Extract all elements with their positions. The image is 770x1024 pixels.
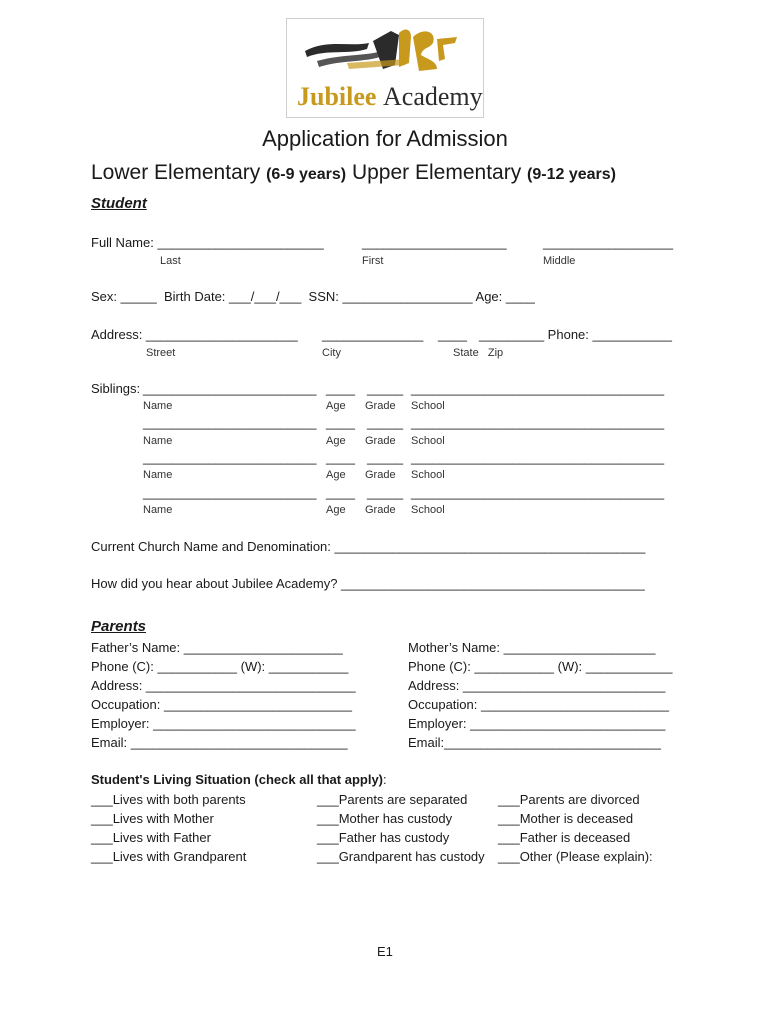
address-city-field[interactable]: ______________ bbox=[322, 327, 424, 342]
father-phone-field[interactable]: Phone (C): ___________ (W): ___________ bbox=[91, 659, 349, 674]
checkbox-other-explain[interactable]: ___Other (Please explain): bbox=[498, 849, 653, 864]
sibling-2-sublabel-grade: Grade bbox=[365, 435, 396, 447]
checkbox-lives-grandparent[interactable]: ___Lives with Grandparent bbox=[91, 849, 247, 864]
sublabel-street: Street bbox=[146, 347, 176, 359]
sublabel-city: City bbox=[322, 347, 341, 359]
sibling-4-sublabel-age: Age bbox=[326, 504, 346, 516]
sibling-2-sublabel-school: School bbox=[411, 435, 445, 447]
jubilee-academy-logo bbox=[286, 18, 484, 118]
checkbox-lives-both-parents[interactable]: ___Lives with both parents bbox=[91, 792, 246, 807]
mother-employer-field[interactable]: Employer: ___________________________ bbox=[408, 716, 666, 731]
sibling-3-school-field[interactable]: ___________________________________ bbox=[411, 450, 665, 465]
checkbox-parents-separated[interactable]: ___Parents are separated bbox=[317, 792, 468, 807]
sublabel-middle: Middle bbox=[543, 255, 576, 267]
sibling-2-grade-field[interactable]: _____ bbox=[367, 415, 404, 430]
checkbox-parents-divorced[interactable]: ___Parents are divorced bbox=[498, 792, 640, 807]
logo-text-academy: Academy bbox=[383, 82, 483, 111]
sibling-1-age-field[interactable]: ____ bbox=[326, 381, 355, 396]
father-employer-field[interactable]: Employer: ____________________________ bbox=[91, 716, 356, 731]
sibling-1-school-field[interactable]: ___________________________________ bbox=[411, 381, 665, 396]
father-email-field[interactable]: Email: ______________________________ bbox=[91, 735, 348, 750]
sibling-3-sublabel-age: Age bbox=[326, 469, 346, 481]
sex-birthdate-ssn-age-fields[interactable]: Sex: _____ Birth Date: ___/___/___ SSN: __________________ Age: ____ bbox=[91, 289, 535, 304]
father-name-field[interactable]: Father’s Name: ______________________ bbox=[91, 640, 343, 655]
mother-occupation-field[interactable]: Occupation: __________________________ bbox=[408, 697, 669, 712]
sibling-3-sublabel-school: School bbox=[411, 469, 445, 481]
sibling-2-name-field[interactable]: ________________________ bbox=[143, 415, 317, 430]
sibling-4-school-field[interactable]: ___________________________________ bbox=[411, 485, 665, 500]
sibling-2-age-field[interactable]: ____ bbox=[326, 415, 355, 430]
upper-age-range: (9-12 years) bbox=[527, 166, 616, 183]
full-name-middle-field[interactable]: __________________ bbox=[543, 235, 674, 250]
checkbox-lives-father[interactable]: ___Lives with Father bbox=[91, 830, 211, 845]
page-title: Application for Admission bbox=[262, 126, 508, 151]
checkbox-grandparent-custody[interactable]: ___Grandparent has custody bbox=[317, 849, 485, 864]
sibling-4-age-field[interactable]: ____ bbox=[326, 485, 355, 500]
lower-age-range: (6-9 years) bbox=[266, 166, 347, 183]
checkbox-mother-deceased[interactable]: ___Mother is deceased bbox=[498, 811, 634, 826]
upper-elementary-label: Upper Elementary bbox=[346, 161, 528, 184]
sibling-2-sublabel-name: Name bbox=[143, 435, 173, 447]
address-state-field[interactable]: ____ bbox=[438, 327, 467, 342]
sibling-1-sublabel-name: Name bbox=[143, 400, 173, 412]
mother-email-field[interactable]: Email:______________________________ bbox=[408, 735, 662, 750]
siblings-label: Siblings: bbox=[91, 381, 141, 396]
sibling-1-sublabel-grade: Grade bbox=[365, 400, 396, 412]
sublabel-state-zip: State Zip bbox=[453, 347, 504, 359]
full-name-first-field[interactable]: ____________________ bbox=[362, 235, 507, 250]
checkbox-father-deceased[interactable]: ___Father is deceased bbox=[498, 830, 631, 845]
sibling-2-school-field[interactable]: ___________________________________ bbox=[411, 415, 665, 430]
checkbox-father-custody[interactable]: ___Father has custody bbox=[317, 830, 450, 845]
sibling-4-sublabel-name: Name bbox=[143, 504, 173, 516]
mother-phone-field[interactable]: Phone (C): ___________ (W): ____________ bbox=[408, 659, 673, 674]
sibling-4-sublabel-school: School bbox=[411, 504, 445, 516]
living-situation-heading bbox=[91, 772, 387, 787]
sibling-1-sublabel-school: School bbox=[411, 400, 445, 412]
sibling-3-name-field[interactable]: ________________________ bbox=[143, 450, 317, 465]
sibling-3-age-field[interactable]: ____ bbox=[326, 450, 355, 465]
referral-source-field[interactable]: How did you hear about Jubilee Academy? __________________________________________ bbox=[91, 576, 645, 591]
sibling-4-grade-field[interactable]: _____ bbox=[367, 485, 404, 500]
sibling-1-sublabel-age: Age bbox=[326, 400, 346, 412]
address-zip-phone-field[interactable]: _________ Phone: ___________ bbox=[479, 327, 673, 342]
full-name-last-field[interactable]: Full Name: _______________________ bbox=[91, 235, 324, 250]
mother-address-field[interactable]: Address: ____________________________ bbox=[408, 678, 666, 693]
student-section-heading: Student bbox=[91, 195, 147, 212]
living-situation-heading-text: Student's Living Situation (check all that apply) bbox=[91, 772, 384, 787]
lower-elementary-label: Lower Elementary bbox=[91, 161, 267, 184]
logo-mark-icon bbox=[287, 19, 483, 117]
logo-text-jubilee: Jubilee bbox=[297, 82, 377, 111]
sibling-4-sublabel-grade: Grade bbox=[365, 504, 396, 516]
sibling-1-name-field[interactable]: ________________________ bbox=[143, 381, 317, 396]
parents-section-heading: Parents bbox=[91, 618, 147, 635]
mother-name-field[interactable]: Mother’s Name: _____________________ bbox=[408, 640, 656, 655]
sibling-3-sublabel-grade: Grade bbox=[365, 469, 396, 481]
sibling-3-sublabel-name: Name bbox=[143, 469, 173, 481]
checkbox-lives-mother[interactable]: ___Lives with Mother bbox=[91, 811, 214, 826]
page-number: E1 bbox=[377, 944, 393, 959]
sibling-4-name-field[interactable]: ________________________ bbox=[143, 485, 317, 500]
sublabel-first: First bbox=[362, 255, 384, 267]
sibling-2-sublabel-age: Age bbox=[326, 435, 346, 447]
church-field[interactable]: Current Church Name and Denomination: ___________________________________________ bbox=[91, 539, 646, 554]
address-street-field[interactable]: Address: _____________________ bbox=[91, 327, 298, 342]
father-address-field[interactable]: Address: _____________________________ bbox=[91, 678, 356, 693]
checkbox-mother-custody[interactable]: ___Mother has custody bbox=[317, 811, 453, 826]
living-situation-heading-colon: : bbox=[383, 772, 387, 787]
father-occupation-field[interactable]: Occupation: __________________________ bbox=[91, 697, 352, 712]
sibling-3-grade-field[interactable]: _____ bbox=[367, 450, 404, 465]
sublabel-last: Last bbox=[160, 255, 181, 267]
sibling-1-grade-field[interactable]: _____ bbox=[367, 381, 404, 396]
program-subtitle bbox=[91, 161, 616, 185]
